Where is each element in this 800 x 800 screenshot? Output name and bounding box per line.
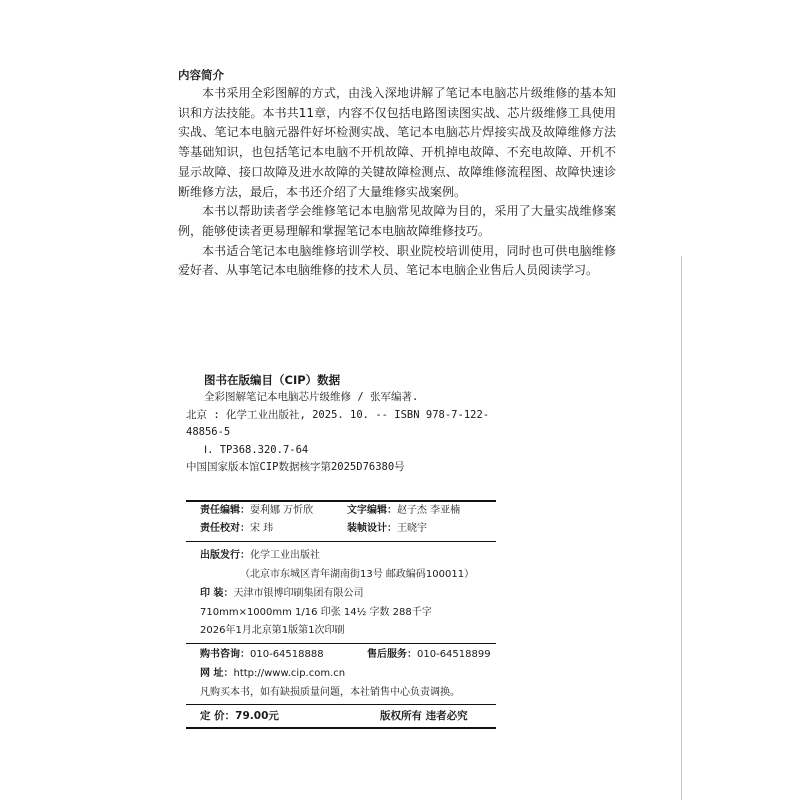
publisher-address: （北京市东城区青年湖南街13号 邮政编码100011）	[240, 569, 475, 580]
price-value: 79.00元	[235, 710, 279, 722]
website-row	[200, 667, 345, 681]
purchase-row	[200, 648, 324, 662]
publisher-row	[200, 549, 320, 563]
design-value: 王晓宇	[397, 523, 427, 534]
service-value: 010-64518899	[417, 649, 491, 660]
cip-title: 图书在版编目（CIP）数据	[204, 373, 341, 387]
price-label: 定 价：	[200, 710, 236, 722]
text-editor-label: 文字编辑：	[347, 505, 397, 516]
cip-classification: Ⅰ. TP368.320.7-64	[204, 443, 309, 456]
return-notice: 凡购买本书，如有缺损质量问题，本社销售中心负责调换。	[200, 687, 460, 698]
edition-info: 2026年1月北京第1版第1次印刷	[200, 625, 345, 636]
intro-paragraph: 本书适合笔记本电脑维修培训学校、职业院校培训使用，同时也可供电脑维修爱好者、从事笔记本电脑维修的技术人员、笔记本电脑企业售后人员阅读学习。	[178, 243, 616, 278]
cip-record-number: 中国国家版本馆CIP数据核字第2025D76380号	[186, 461, 405, 473]
cip-isbn-cont: 48856-5	[186, 426, 231, 438]
editor-row	[200, 504, 313, 518]
printer-row	[200, 587, 363, 601]
proof-row	[200, 522, 273, 536]
intro-paragraph: 本书采用全彩图解的方式，由浅入深地讲解了笔记本电脑芯片级维修的基本知识和方法技能。本书共11章，内容不仅包括电路图读图实战、芯片级维修工具使用实战、笔记本电脑元器件好坏检测实战、笔记本电脑芯片焊接实战及故障维修方法等基础知识，也包括笔记本电脑不开机故障、开机掉电故障、不充电故障、开机不显示故障、接口故障及进水故障的关键故障检测点、故障维修流程图、故障快速诊断维修方法，最后，本书还介绍了大量维修实战案例。	[178, 86, 616, 199]
divider	[186, 500, 496, 502]
printer-value: 天津市银博印刷集团有限公司	[233, 588, 364, 599]
cip-section	[186, 371, 606, 477]
intro-title: 内容简介	[178, 68, 224, 82]
page-edge-line	[681, 256, 682, 800]
format-info: 710mm×1000mm 1/16 印张 14½ 字数 288千字	[200, 607, 432, 618]
divider	[186, 727, 496, 729]
purchase-label: 购书咨询：	[200, 649, 250, 660]
service-label: 售后服务：	[367, 649, 417, 660]
text-editor-row	[347, 504, 460, 518]
website-value: http://www.cip.com.cn	[233, 668, 346, 679]
proof-value: 宋 玮	[250, 523, 274, 534]
publisher-label: 出版发行：	[200, 550, 250, 561]
cip-book-title: 全彩图解笔记本电脑芯片级维修 / 张军编著.	[204, 391, 419, 403]
intro-section	[178, 68, 616, 281]
divider	[186, 643, 496, 644]
website-label: 网 址：	[200, 668, 234, 679]
design-row	[347, 522, 427, 536]
editor-value: 耍利娜 万忻欣	[250, 505, 314, 516]
rights-statement: 版权所有 违者必究	[380, 710, 468, 722]
cip-publisher-line: 北京 : 化学工业出版社, 2025. 10. -- ISBN 978-7-122-	[186, 408, 490, 421]
service-row	[367, 648, 491, 662]
divider	[186, 541, 496, 542]
intro-paragraph: 本书以帮助读者学会维修笔记本电脑常见故障为目的，采用了大量实战维修案例，能够使读者更易理解和掌握笔记本电脑故障维修技巧。	[178, 204, 616, 238]
design-label: 装帧设计：	[347, 523, 397, 534]
price-row	[200, 709, 279, 723]
purchase-value: 010-64518888	[250, 649, 324, 660]
editor-label: 责任编辑：	[200, 505, 250, 516]
text-editor-value: 赵子杰 李亚楠	[397, 505, 461, 516]
divider	[186, 704, 496, 705]
publisher-value: 化学工业出版社	[250, 550, 320, 561]
proof-label: 责任校对：	[200, 523, 250, 534]
printer-label: 印 装：	[200, 588, 234, 599]
